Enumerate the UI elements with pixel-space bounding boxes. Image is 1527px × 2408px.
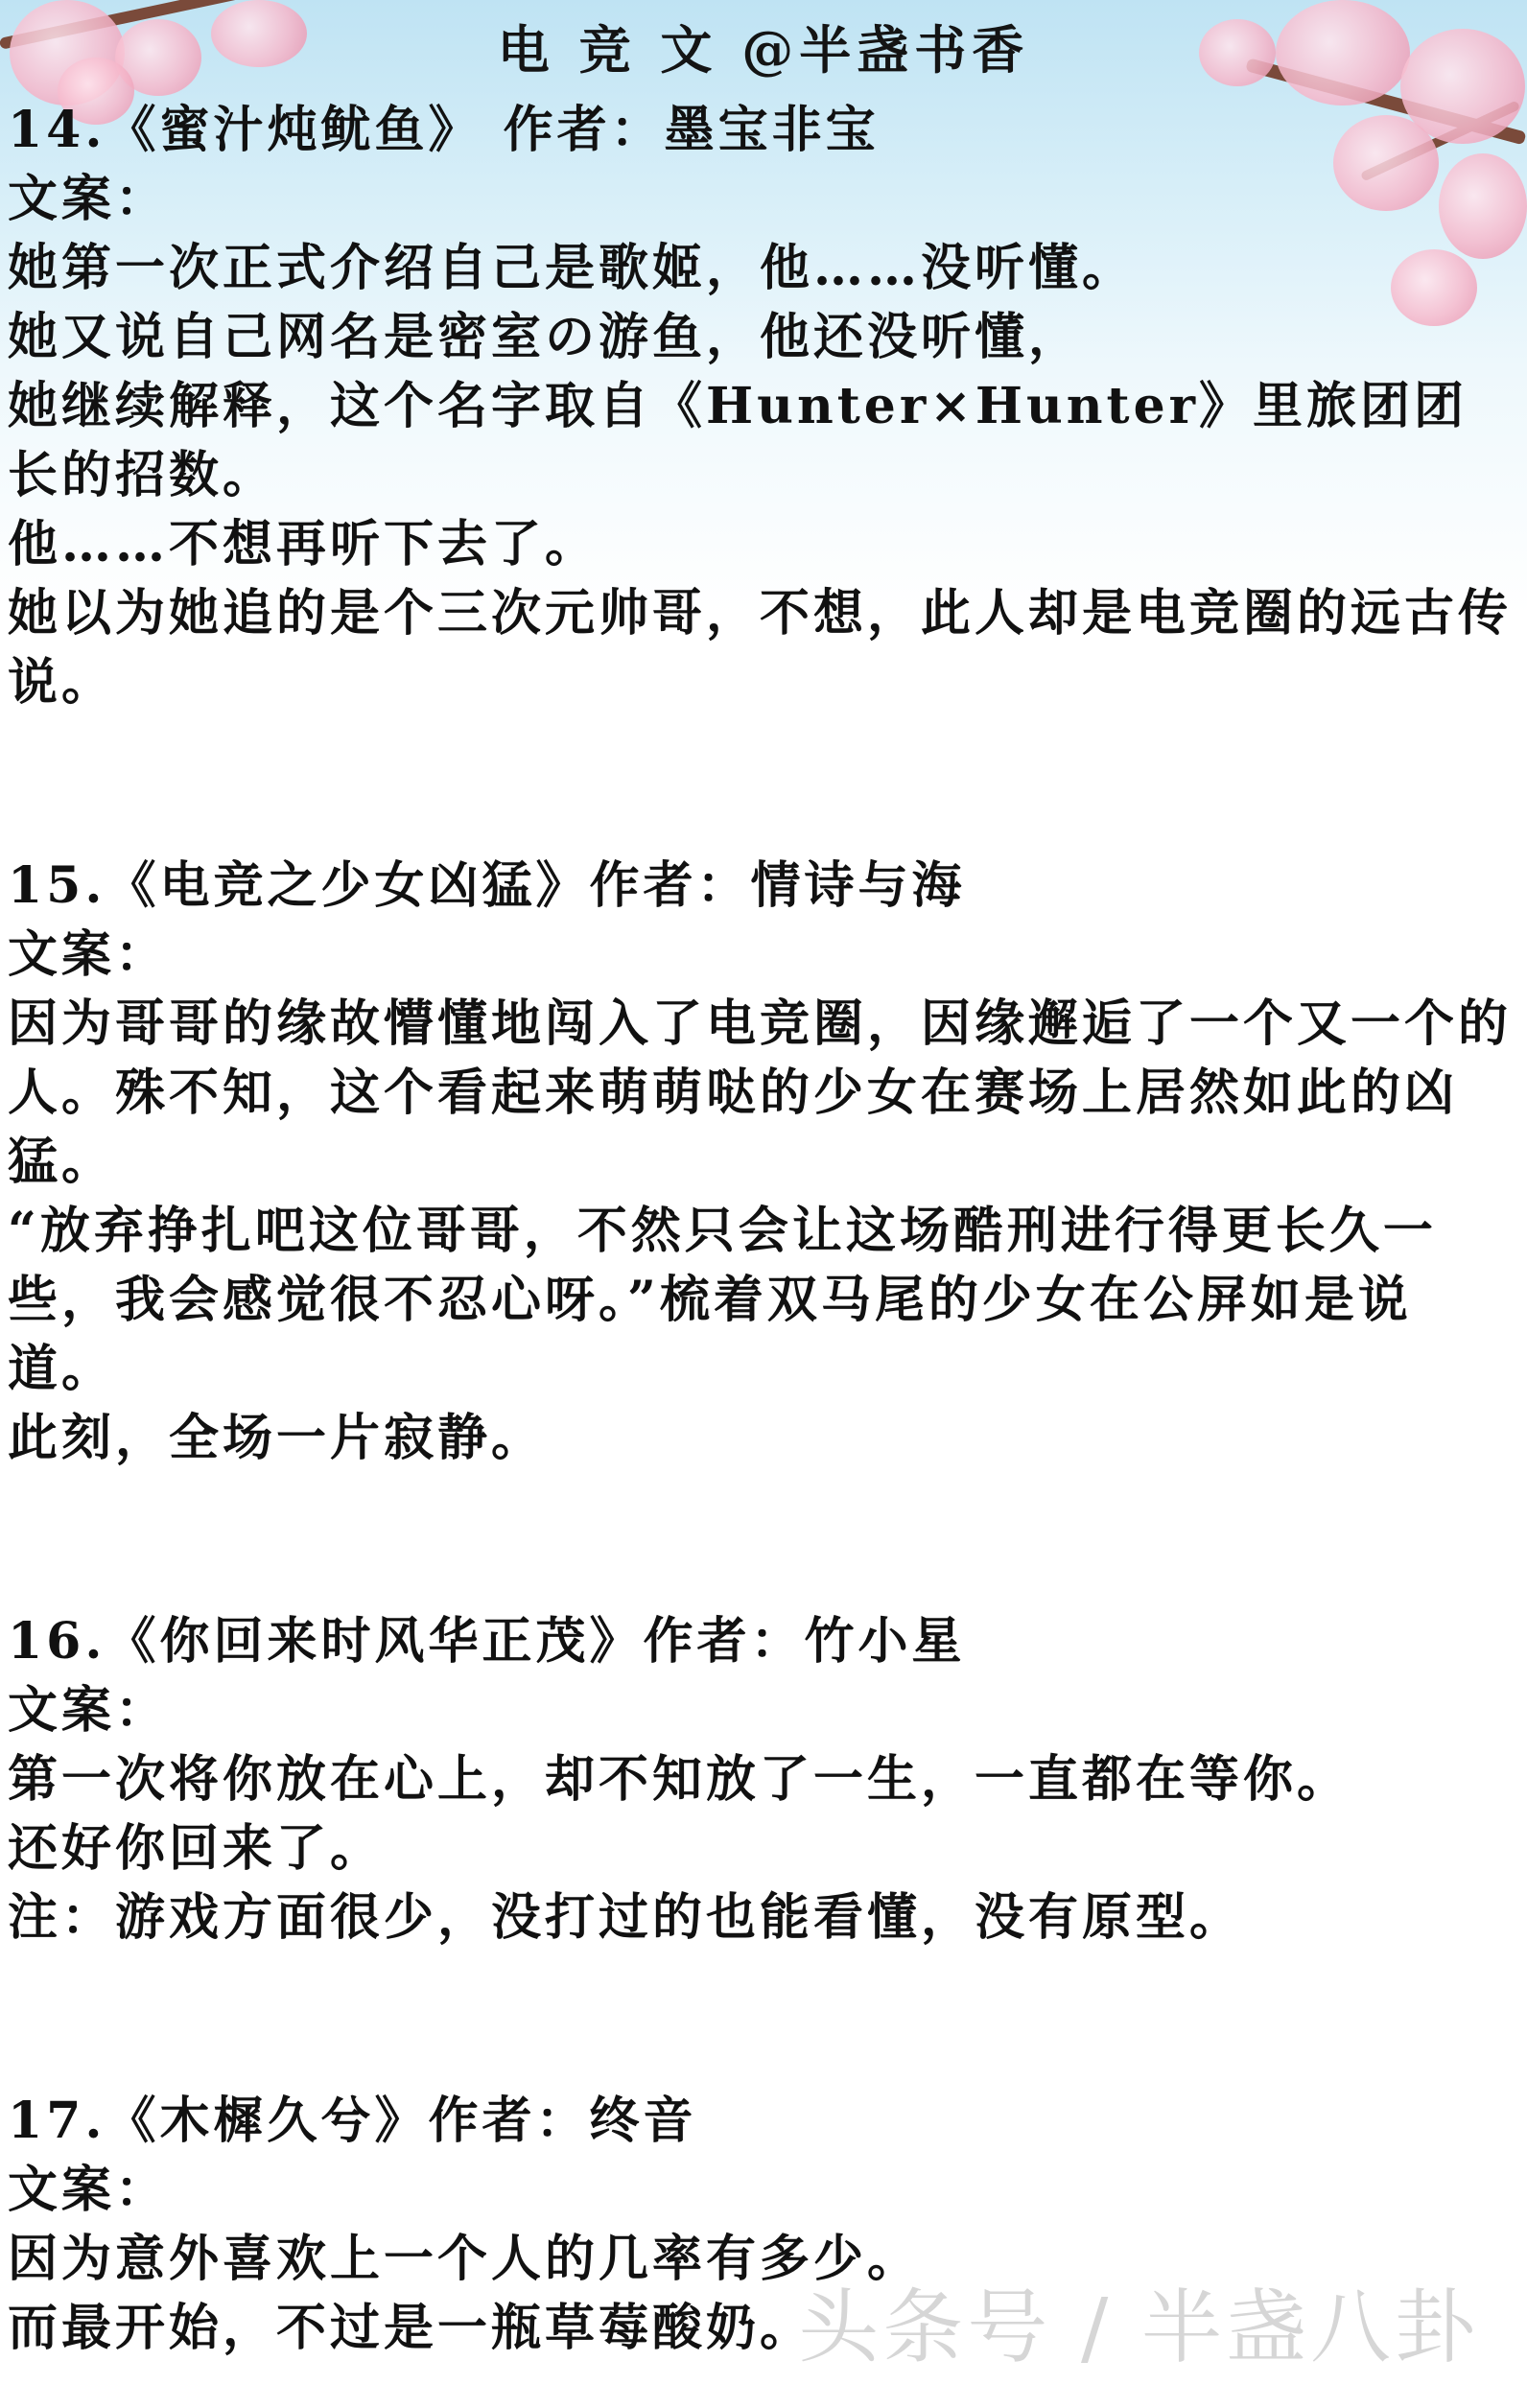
synopsis-label: 文案： bbox=[8, 2161, 170, 2219]
synopsis-line: 他……不想再听下去了。 bbox=[8, 515, 599, 573]
synopsis-line: 注：游戏方面很少，没打过的也能看懂，没有原型。 bbox=[8, 1888, 1244, 1947]
synopsis-line: 她第一次正式介绍自己是歌姬，他……没听懂。 bbox=[8, 239, 1137, 297]
synopsis-line: 她继续解释，这个名字取自《Hunter×Hunter》里旅团团长的招数。 bbox=[8, 377, 1468, 504]
book-title: 15.《电竞之少女凶猛》作者：情诗与海 bbox=[8, 856, 966, 915]
synopsis-label: 文案： bbox=[8, 925, 170, 984]
synopsis-line: 因为意外喜欢上一个人的几率有多少。 bbox=[8, 2230, 922, 2288]
watermark-text: 头条号 / 半盏八卦 bbox=[798, 2280, 1479, 2374]
book-title: 14.《蜜汁炖鱿鱼》 作者：墨宝非宝 bbox=[8, 101, 880, 159]
synopsis-line: 因为哥哥的缘故懵懂地闯入了电竞圈，因缘邂逅了一个又一个的人。殊不知，这个看起来萌萌哒的少女在赛场上居然如此的凶猛。 bbox=[8, 994, 1513, 1191]
synopsis-line: 她以为她追的是个三次元帅哥，不想，此人却是电竞圈的远古传说。 bbox=[8, 584, 1513, 712]
book-title: 16.《你回来时风华正茂》作者：竹小星 bbox=[8, 1612, 966, 1671]
synopsis-line: 而最开始，不过是一瓶草莓酸奶。 bbox=[8, 2299, 814, 2357]
synopsis-line: 此刻，全场一片寂静。 bbox=[8, 1409, 546, 1467]
book-title: 17.《木樨久兮》作者：终音 bbox=[8, 2092, 697, 2150]
book-entry-16 bbox=[8, 1607, 1514, 1952]
synopsis-label: 文案： bbox=[8, 1681, 170, 1740]
synopsis-line: “放弃挣扎吧这位哥哥，不然只会让这场酷刑进行得更长久一些，我会感觉很不忍心呀。”梳着双马尾的少女在公屏如是说道。 bbox=[8, 1202, 1437, 1398]
book-entry-15 bbox=[8, 852, 1514, 1473]
book-entry-14 bbox=[8, 96, 1514, 717]
synopsis-line: 还好你回来了。 bbox=[8, 1819, 385, 1878]
article-content bbox=[8, 96, 1514, 2363]
synopsis-line: 第一次将你放在心上，却不知放了一生，一直都在等你。 bbox=[8, 1750, 1351, 1809]
synopsis-line: 她又说自己网名是密室の游鱼，他还没听懂， bbox=[8, 308, 1083, 366]
page-title: 电 竞 文 @半盏书香 bbox=[497, 19, 1030, 81]
synopsis-label: 文案： bbox=[8, 170, 170, 228]
